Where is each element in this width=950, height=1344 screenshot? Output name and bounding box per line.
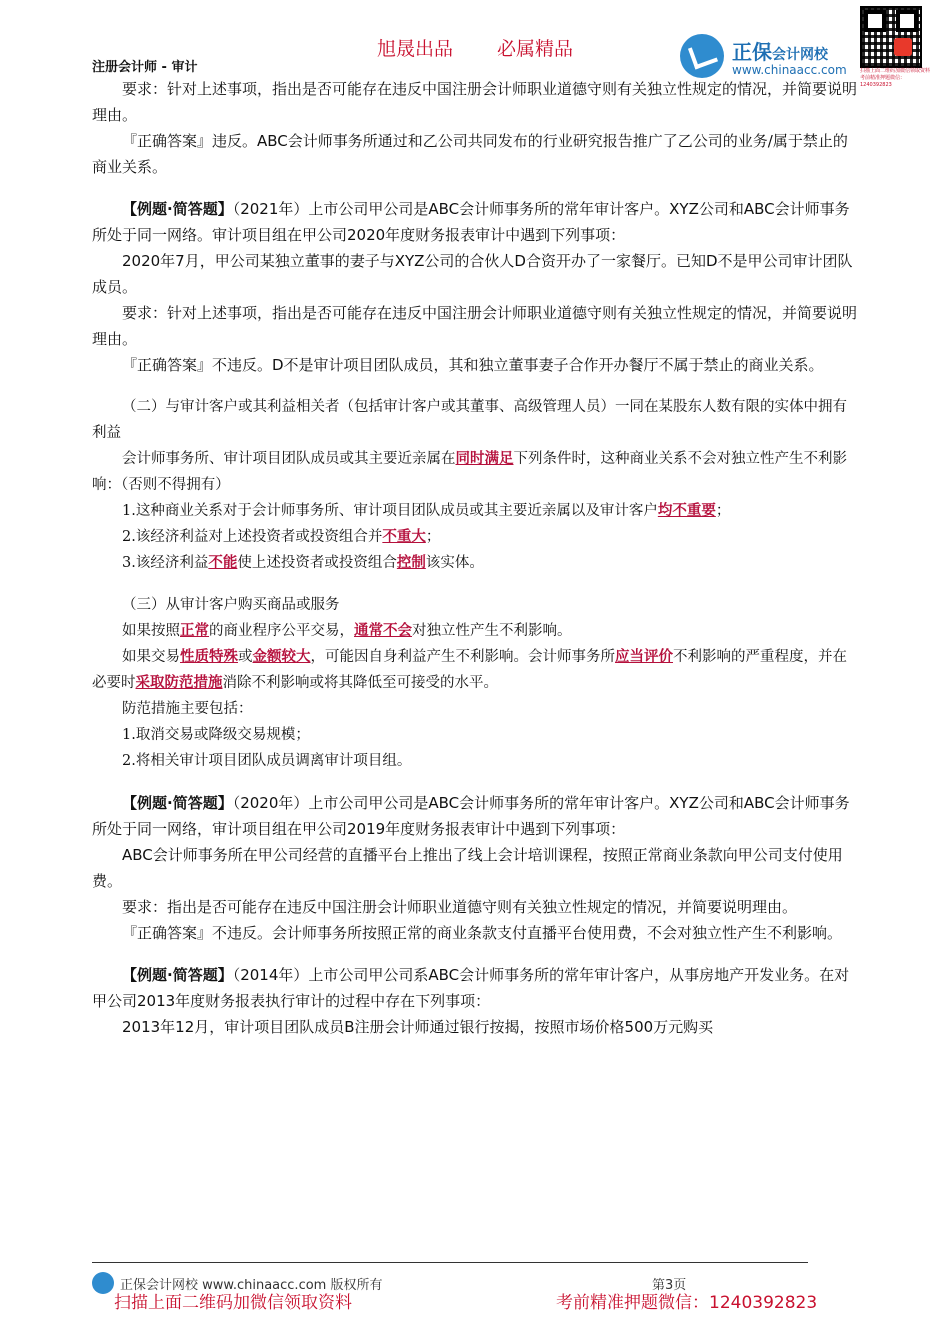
paragraph: 2020年7月，甲公司某独立董事的妻子与XYZ公司的合伙人D合资开办了一家餐厅。已知D不是甲公司审计团队成员。 <box>92 252 853 296</box>
example-title: 【例题·简答题】 <box>122 794 233 812</box>
qr-caption: 扫描上面二维码加微信领取资料 考前精准押题微信：1240392823 <box>860 68 931 88</box>
subject-label: 注册会计师 - 审计 <box>92 60 198 75</box>
answer-paragraph: 『正确答案』不违反。D不是审计项目团队成员，其和独立董事妻子合作开办餐厅不属于禁止的商业关系。 <box>122 356 824 374</box>
paragraph: ABC会计师事务所在甲公司经营的直播平台上推出了线上会计培训课程，按照正常商业条款向甲公司支付使用费。 <box>92 846 843 890</box>
example-title: 【例题·简答题】 <box>122 200 233 218</box>
brand-logo-icon <box>680 34 724 78</box>
document-body <box>92 76 858 1040</box>
emphasis: 不能 <box>208 554 238 571</box>
example-question: 【例题·简答题】（2020年）上市公司甲公司是ABC会计师事务所的常年审计客户。XYZ公司和ABC会计师事务所处于同一网络，审计项目组在甲公司2019年度财务报表审计中遇到下列事项： <box>92 794 850 838</box>
example-title: 【例题·简答题】 <box>122 966 233 984</box>
example-question: 【例题·简答题】（2021年）上市公司甲公司是ABC会计师事务所的常年审计客户。XYZ公司和ABC会计师事务所处于同一网络。审计项目组在甲公司2020年度财务报表审计中遇到下列事项： <box>92 200 850 244</box>
section-heading: （三）从审计客户购买商品或服务 <box>122 597 340 613</box>
qr-badge-icon <box>894 38 912 56</box>
promo-text-left: 扫描上面二维码加微信领取资料 <box>114 1293 352 1313</box>
brand-name: 正保会计网校 <box>732 40 828 64</box>
list-item: 3.该经济利益不能使上述投资者或投资组合控制该实体。 <box>122 554 484 571</box>
footer-logo-icon <box>92 1272 114 1294</box>
header-slogan-1: 旭晟出品 <box>377 38 454 60</box>
emphasis: 均不重要 <box>657 502 716 519</box>
paragraph: 要求：针对上述事项，指出是否可能存在违反中国注册会计师职业道德守则有关独立性规定的情况，并简要说明理由。 <box>92 80 858 124</box>
example-question: 【例题·简答题】（2014年）上市公司甲公司系ABC会计师事务所的常年审计客户，从事房地产开发业务。在对甲公司2013年度财务报表执行审计的过程中存在下列事项： <box>92 966 850 1010</box>
emphasis: 正常 <box>180 622 209 639</box>
emphasis: 采取防范措施 <box>135 674 223 691</box>
answer-paragraph: 『正确答案』不违反。会计师事务所按照正常的商业条款支付直播平台使用费，不会对独立性产生不利影响。 <box>122 924 843 942</box>
footer-divider <box>92 1262 808 1263</box>
emphasis: 金额较大 <box>252 648 311 665</box>
qr-code-icon <box>860 6 922 68</box>
paragraph: 会计师事务所、审计项目团队成员或其主要近亲属在同时满足下列条件时，这种商业关系不会对独立性产生不利影响：（否则不得拥有） <box>92 450 847 493</box>
list-item: 2.将相关审计项目团队成员调离审计项目组。 <box>122 753 412 769</box>
paragraph: 如果交易性质特殊或金额较大，可能因自身利益产生不利影响。会计师事务所应当评价不利影响的严重程度，并在必要时采取防范措施消除不利影响或将其降低至可接受的水平。 <box>92 648 847 691</box>
list-item: 2.该经济利益对上述投资者或投资组合并不重大； <box>122 528 441 545</box>
emphasis: 通常不会 <box>354 622 412 639</box>
paragraph: 防范措施主要包括： <box>122 701 253 717</box>
section-heading: （二）与审计客户或其利益相关者（包括审计客户或其董事、高级管理人员）一同在某股东人数有限的实体中拥有利益 <box>92 399 847 441</box>
list-item: 1.取消交易或降级交易规模； <box>122 727 310 743</box>
paragraph: 2013年12月，审计项目团队成员B注册会计师通过银行按揭，按照市场价格500万元购买 <box>122 1018 714 1036</box>
emphasis: 同时满足 <box>455 450 514 467</box>
paragraph: 要求：指出是否可能存在违反中国注册会计师职业道德守则有关独立性规定的情况，并简要说明理由。 <box>122 898 798 916</box>
answer-paragraph: 『正确答案』违反。ABC会计师事务所通过和乙公司共同发布的行业研究报告推广了乙公司的业务/属于禁止的商业关系。 <box>92 132 848 176</box>
brand-url: www.chinaacc.com <box>732 63 847 77</box>
emphasis: 应当评价 <box>615 648 673 665</box>
paragraph: 如果按照正常的商业程序公平交易，通常不会对独立性产生不利影响。 <box>122 622 572 639</box>
emphasis: 控制 <box>396 554 426 571</box>
emphasis: 不重大 <box>382 528 426 545</box>
header-slogan-2: 必属精品 <box>497 38 574 60</box>
list-item: 1.这种商业关系对于会计师事务所、审计项目团队成员或其主要近亲属以及审计客户均不重要； <box>122 502 731 519</box>
promo-text-right: 考前精准押题微信：1240392823 <box>556 1293 818 1313</box>
footer-copyright: 正保会计网校 www.chinaacc.com 版权所有 <box>120 1278 383 1293</box>
page-number: 第3页 <box>652 1278 687 1293</box>
emphasis: 性质特殊 <box>180 648 238 665</box>
paragraph: 要求：针对上述事项，指出是否可能存在违反中国注册会计师职业道德守则有关独立性规定的情况，并简要说明理由。 <box>92 304 858 348</box>
